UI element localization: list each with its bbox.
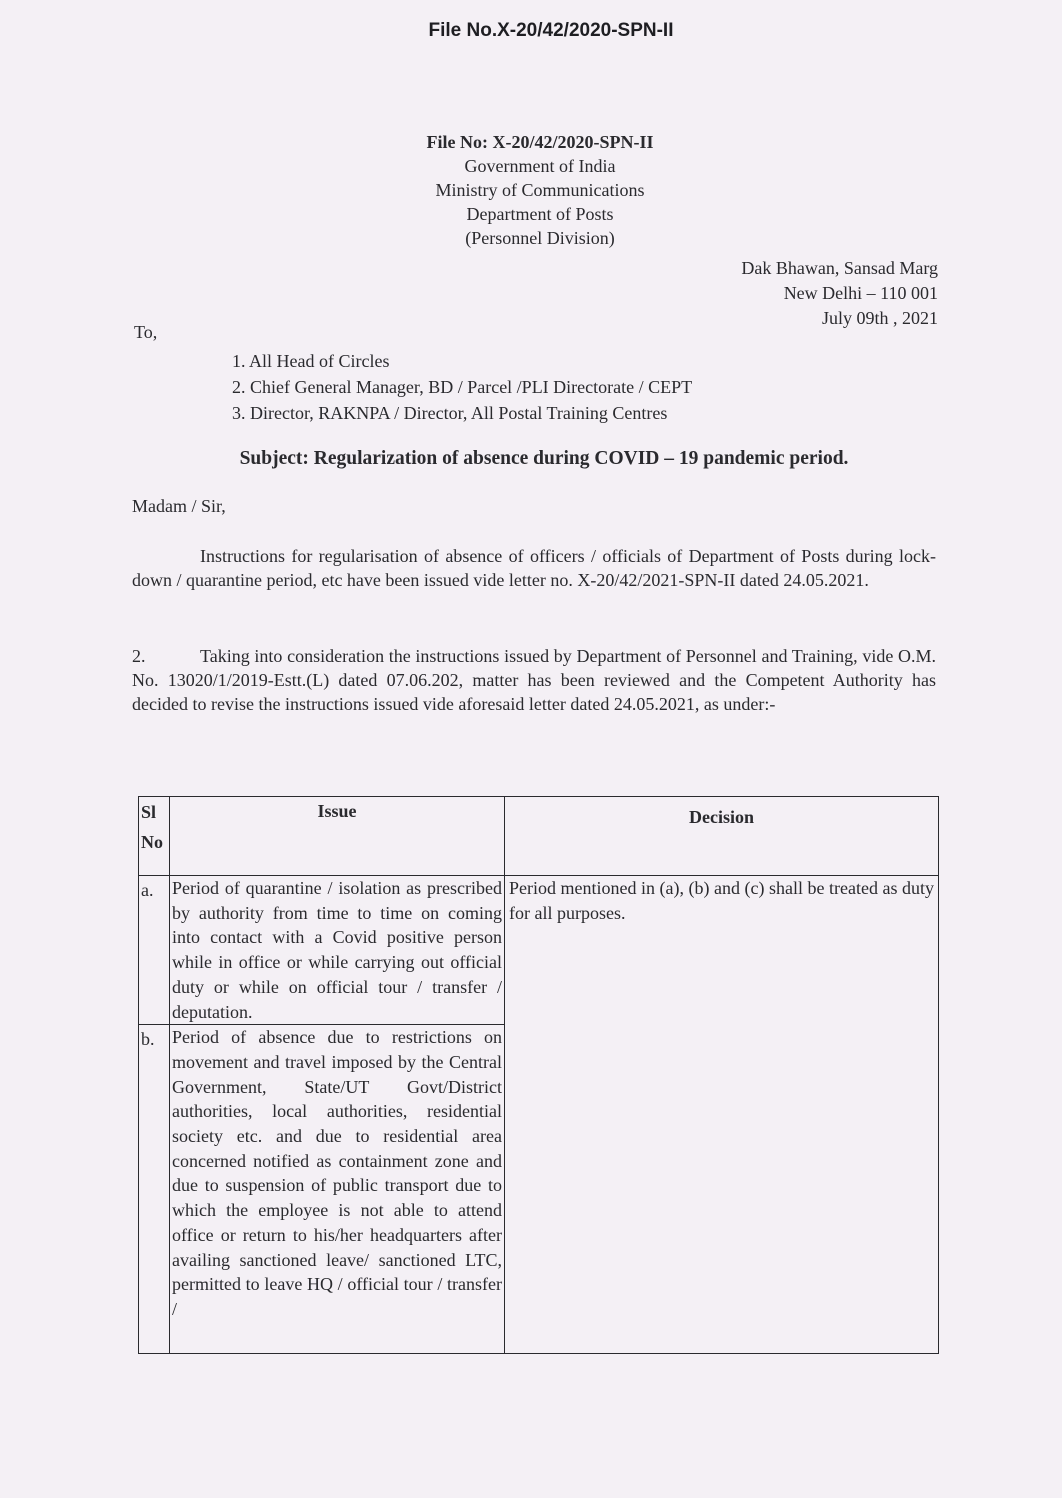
top-file-number: File No.X-20/42/2020-SPN-II	[428, 20, 674, 41]
recipient-item: 1. All Head of Circles	[232, 351, 390, 371]
letterhead-file-number: File No: X-20/42/2020-SPN-II	[426, 132, 654, 152]
address-line-1: Dak Bhawan, Sansad Marg	[741, 258, 938, 278]
recipient-item: 3. Director, RAKNPA / Director, All Postal Training Centres	[232, 403, 668, 423]
to-label: To,	[134, 322, 158, 342]
paragraph-2-text: Taking into consideration the instructions issued by Department of Personnel and Training, vide O.M. No. 13020/1/2019-Estt.(L) dated 07.06.202, matter has been reviewed and the Competent Authority has decided to revise the instructions issued vide aforesaid letter dated 24.05.2021, as under:-	[132, 646, 936, 714]
letterhead-government: Government of India	[464, 156, 616, 176]
letterhead-ministry: Ministry of Communications	[435, 180, 645, 200]
decision-table-wrapper	[138, 796, 939, 1354]
header-decision: Decision	[505, 797, 939, 876]
row-issue: Period of absence due to restrictions on movement and travel imposed by the Central Government, State/UT Govt/District authorities, local authorities, residential society etc. and due to residential area concerned notified as containment zone and due to suspension of public transport due to which the employee is not able to attend office or return to his/her headquarters after availing sanctioned leave/ sanctioned LTC, permitted to leave HQ / official tour / transfer /	[170, 1025, 505, 1354]
letterhead	[340, 130, 740, 250]
header-issue: Issue	[170, 797, 505, 876]
letter-date: July 09th , 2021	[821, 308, 938, 328]
paragraph-2	[132, 644, 936, 716]
paragraph-1: Instructions for regularisation of absence of officers / officials of Department of Posts during lock-down / quarantine period, etc have been issued vide letter no. X-20/42/2021-SPN-II dated 24.05.2021.	[132, 546, 936, 590]
letterhead-division: (Personnel Division)	[465, 228, 615, 248]
address-line-2: New Delhi – 110 001	[783, 283, 938, 303]
header-sl-no: Sl No	[139, 797, 170, 876]
letterhead-department: Department of Posts	[466, 204, 614, 224]
recipient-item: 2. Chief General Manager, BD / Parcel /PLI Directorate / CEPT	[232, 377, 693, 397]
row-sl: a.	[139, 876, 170, 1025]
subject-line: Subject: Regularization of absence during COVID – 19 pandemic period.	[239, 448, 849, 469]
row-decision: Period mentioned in (a), (b) and (c) shall be treated as duty for all purposes.	[505, 876, 939, 1354]
row-sl: b.	[139, 1025, 170, 1354]
paragraph-2-number: 2.	[132, 646, 146, 666]
table-header-row	[139, 797, 939, 876]
sender-address	[741, 256, 938, 331]
row-issue: Period of quarantine / isolation as prescribed by authority from time to time on coming into contact with a Covid positive person while in office or while carrying out official duty or while on official tour / transfer / deputation.	[170, 876, 505, 1025]
recipient-list	[232, 348, 692, 426]
table-row	[139, 876, 939, 1025]
decision-table	[138, 796, 939, 1354]
salutation: Madam / Sir,	[132, 496, 226, 516]
